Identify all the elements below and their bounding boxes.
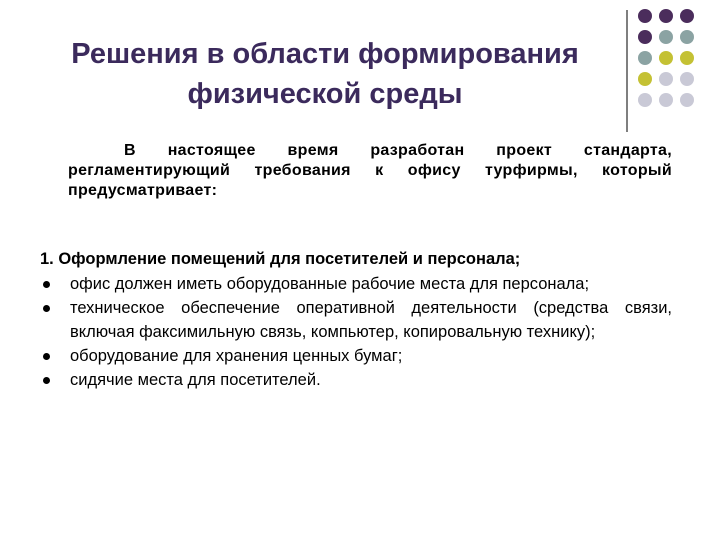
decorative-dot (638, 72, 652, 86)
list-item-text: техническое обеспечение оперативной деятельности (средства связи, включая факсимильную связь, компьютер, копировальную технику); (70, 299, 672, 341)
requirements-list (40, 272, 672, 392)
decorative-dot (680, 93, 694, 107)
list-item-text: сидячие места для посетителей. (70, 371, 321, 389)
list-item (40, 344, 672, 368)
list-item-text: офис должен иметь оборудованные рабочие места для персонала; (70, 275, 590, 293)
decorative-dot (638, 51, 652, 65)
decorative-dot (659, 93, 673, 107)
decorative-dot (659, 72, 673, 86)
list-item (40, 296, 672, 344)
bullet-icon (43, 305, 50, 312)
list-item (40, 272, 672, 296)
decorative-dot (680, 9, 694, 23)
vertical-divider (626, 10, 628, 132)
decorative-dot (680, 30, 694, 44)
slide-title (40, 34, 610, 114)
decorative-dot (659, 9, 673, 23)
decorative-dot (638, 30, 652, 44)
decorative-dot (659, 30, 673, 44)
decorative-dot (638, 93, 652, 107)
list-item (40, 368, 672, 392)
decorative-dot (638, 9, 652, 23)
intro-paragraph: В настоящее время разработан проект стандарта, регламентирующий требования к офису турфирмы, который предусматривает: (68, 142, 672, 199)
decorative-dot (680, 72, 694, 86)
decorative-dot (680, 51, 694, 65)
bullet-icon (43, 377, 50, 384)
section-heading: 1. Оформление помещений для посетителей и персонала; (40, 250, 521, 268)
decorative-dot (659, 51, 673, 65)
bullet-icon (43, 353, 50, 360)
bullet-icon (43, 281, 50, 288)
list-item-text: оборудование для хранения ценных бумаг; (70, 347, 403, 365)
title-line-1: Решения в области формирования (71, 38, 579, 70)
title-line-2: физической среды (187, 78, 463, 110)
